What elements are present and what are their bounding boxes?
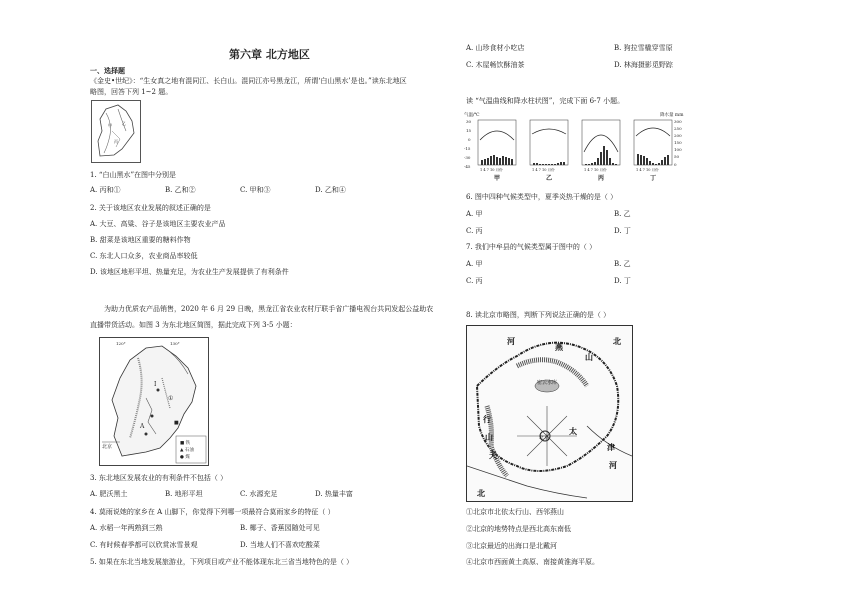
right-axis-label: 降水量 mm — [660, 113, 684, 118]
svg-text:行: 行 — [483, 414, 491, 424]
svg-text:■: ■ — [174, 420, 179, 426]
q2-option-d[interactable]: D. 该地区地形平坦、热量充足，为农业生产发展提供了有利条件 — [90, 268, 289, 276]
climate-panel-jia — [478, 120, 516, 182]
q6-option-c[interactable]: C. 丙 — [466, 227, 483, 235]
svg-text:A: A — [140, 423, 145, 430]
q4-option-a[interactable]: A. 水稻一年两熟到三熟 — [90, 524, 163, 532]
q7-option-a[interactable]: A. 甲 — [466, 260, 483, 268]
svg-text:250: 250 — [674, 126, 682, 131]
q6-option-a[interactable]: A. 甲 — [466, 210, 483, 218]
svg-text:丁: 丁 — [650, 175, 657, 182]
svg-text:-30: -30 — [464, 155, 471, 160]
intro-text: 直播带货活动。如图 3 为东北地区简图，据此完成下列 3-5 小题： — [90, 321, 297, 329]
question-4: 4. 莫雨说她的家乡在 A 山脚下，你觉得下列哪一项最符合莫雨家乡的特征（ ） — [90, 508, 335, 516]
q2-option-a[interactable]: A. 大豆、高粱、谷子是该地区主要农业产品 — [90, 220, 226, 228]
q7-option-c[interactable]: C. 丙 — [466, 277, 483, 285]
question-3: 3. 东北地区发展农业的有利条件不包括（ ） — [90, 474, 228, 482]
northeast-china-map — [91, 100, 141, 163]
svg-text:乙: 乙 — [122, 121, 126, 126]
q1-option-c[interactable]: C. 甲和③ — [240, 186, 271, 194]
northeast-region-map — [99, 337, 209, 466]
svg-text:300: 300 — [674, 119, 682, 124]
q4-option-c[interactable]: C. 有时候春季都可以欣赏冰雪景观 — [90, 541, 198, 549]
svg-text:Ⅰ: Ⅰ — [154, 381, 157, 388]
q7-option-d[interactable]: D. 丁 — [614, 277, 631, 285]
question-5: 5. 如果在东北当地发展旅游业，下列项目或产业不能体现东北三省当地特色的是（ ） — [90, 558, 354, 566]
svg-text:1 4 7 10 月份: 1 4 7 10 月份 — [480, 168, 503, 172]
climate-charts — [464, 110, 688, 184]
svg-text:津: 津 — [607, 442, 615, 452]
svg-text:北: 北 — [613, 336, 621, 346]
svg-text:北: 北 — [477, 488, 485, 498]
q4-option-d[interactable]: D. 当地人们不喜欢吃酸菜 — [240, 541, 320, 549]
q5-option-d[interactable]: D. 林海摄影觅野踪 — [614, 61, 673, 69]
q8-statement-3: ③北京最近的出海口是北戴河 — [466, 542, 557, 550]
q7-option-b[interactable]: B. 乙 — [614, 260, 631, 268]
svg-text:北京: 北京 — [102, 444, 113, 450]
svg-text:1 4 7 10 月份: 1 4 7 10 月份 — [532, 168, 555, 172]
q8-statement-4: ④北京市西面黄土高原、南接黄淮海平原。 — [466, 558, 599, 566]
svg-text:北京: 北京 — [539, 435, 550, 441]
svg-text:▲ 石油: ▲ 石油 — [180, 448, 194, 453]
q8-statement-2: ②北京的地势特点是西北高东南低 — [466, 525, 571, 533]
svg-text:河: 河 — [609, 460, 617, 470]
q8-statement-1: ①北京市北依太行山、西邻燕山 — [466, 508, 564, 516]
svg-text:丙: 丙 — [114, 139, 118, 144]
question-1: 1. “白山黑水”在图中分别是 — [90, 171, 177, 179]
q5-option-c[interactable]: C. 木屋畅饮酥油茶 — [466, 61, 525, 69]
svg-text:天: 天 — [489, 450, 497, 460]
svg-text:河: 河 — [507, 336, 515, 346]
svg-text:50: 50 — [674, 154, 680, 159]
question-7: 7. 我们中牟县的气候类型属于图中的（ ） — [466, 243, 597, 251]
svg-text:0: 0 — [468, 137, 471, 142]
left-axis-label: 气温/℃ — [464, 113, 480, 118]
climate-panel-bing — [582, 120, 620, 182]
svg-text:100: 100 — [674, 147, 682, 152]
svg-text:120°: 120° — [116, 341, 126, 346]
svg-text:密云水库: 密云水库 — [537, 380, 558, 386]
svg-text:乙: 乙 — [546, 175, 553, 182]
q1-option-b[interactable]: B. 乙和② — [165, 186, 196, 194]
q3-option-a[interactable]: A. 肥沃黑土 — [90, 490, 128, 498]
beijing-map — [466, 325, 633, 502]
q2-option-b[interactable]: B. 甜菜是该地区重要的糖料作物 — [90, 236, 191, 244]
svg-text:15: 15 — [466, 128, 472, 133]
question-6: 6. 图中四种气候类型中，夏季炎热干燥的是（ ） — [466, 193, 618, 201]
svg-text:200: 200 — [674, 133, 682, 138]
intro-text: 《金史•世纪》：“生女真之地有混同江、长白山。混同江亦号黑龙江，所谓‘白山黑水’是也。”读东北地区 — [90, 77, 407, 85]
svg-text:1 4 7 10 月份: 1 4 7 10 月份 — [636, 168, 659, 172]
q4-option-b[interactable]: B. 椰子、香蕉园随处可见 — [240, 524, 320, 532]
svg-text:山: 山 — [485, 432, 493, 442]
climate-panel-ding — [634, 120, 672, 182]
q5-option-b[interactable]: B. 狗拉雪橇穿雪原 — [614, 44, 673, 52]
svg-text:丙: 丙 — [598, 175, 605, 182]
svg-text:-15: -15 — [464, 146, 471, 151]
svg-text:150: 150 — [674, 140, 682, 145]
intro-text: 为助力优质农产品销售，2020 年 6 月 29 日晚，黑龙江省农业农村厅联手省广播电视台共同发起公益助农 — [104, 305, 434, 313]
q1-option-d[interactable]: D. 乙和④ — [315, 186, 346, 194]
svg-text:-45: -45 — [464, 164, 471, 169]
q3-option-b[interactable]: B. 地形平坦 — [165, 490, 203, 498]
svg-text:■ 铁: ■ 铁 — [180, 441, 191, 446]
svg-text:太: 太 — [569, 426, 577, 436]
question-2: 2. 关于该地区农业发展的叙述正确的是 — [90, 204, 211, 212]
svg-text:甲: 甲 — [108, 123, 112, 128]
q6-option-b[interactable]: B. 乙 — [614, 210, 631, 218]
intro-text: 略图，回答下列 1~2 题。 — [90, 88, 173, 96]
svg-text:30: 30 — [466, 119, 472, 124]
svg-text:甲: 甲 — [494, 175, 501, 182]
q2-option-c[interactable]: C. 东北人口众多，农业商品率较低 — [90, 252, 198, 260]
intro-text: 读 “气温曲线和降水柱状图”，完成下面 6-7 小题。 — [466, 97, 625, 105]
svg-text:①: ① — [168, 395, 174, 402]
svg-text:0: 0 — [674, 162, 677, 167]
svg-text:山: 山 — [585, 352, 593, 362]
page-title: 第六章 北方地区 — [229, 48, 310, 61]
svg-text:燕: 燕 — [555, 342, 563, 352]
svg-text:1 4 7 10 月份: 1 4 7 10 月份 — [584, 168, 607, 172]
q5-option-a[interactable]: A. 山珍食材小吃店 — [466, 44, 525, 52]
question-8: 8. 读北京市略图，判断下列说法正确的是（ ） — [466, 311, 611, 319]
section-heading: 一、选择题 — [90, 66, 125, 75]
svg-text:130°: 130° — [170, 341, 180, 346]
climate-panel-yi — [530, 120, 568, 182]
q6-option-d[interactable]: D. 丁 — [614, 227, 631, 235]
q3-option-c[interactable]: C. 水源充足 — [240, 490, 278, 498]
q3-option-d[interactable]: D. 热量丰富 — [315, 490, 353, 498]
svg-text:● 煤: ● 煤 — [180, 455, 190, 460]
q1-option-a[interactable]: A. 丙和① — [90, 186, 121, 194]
